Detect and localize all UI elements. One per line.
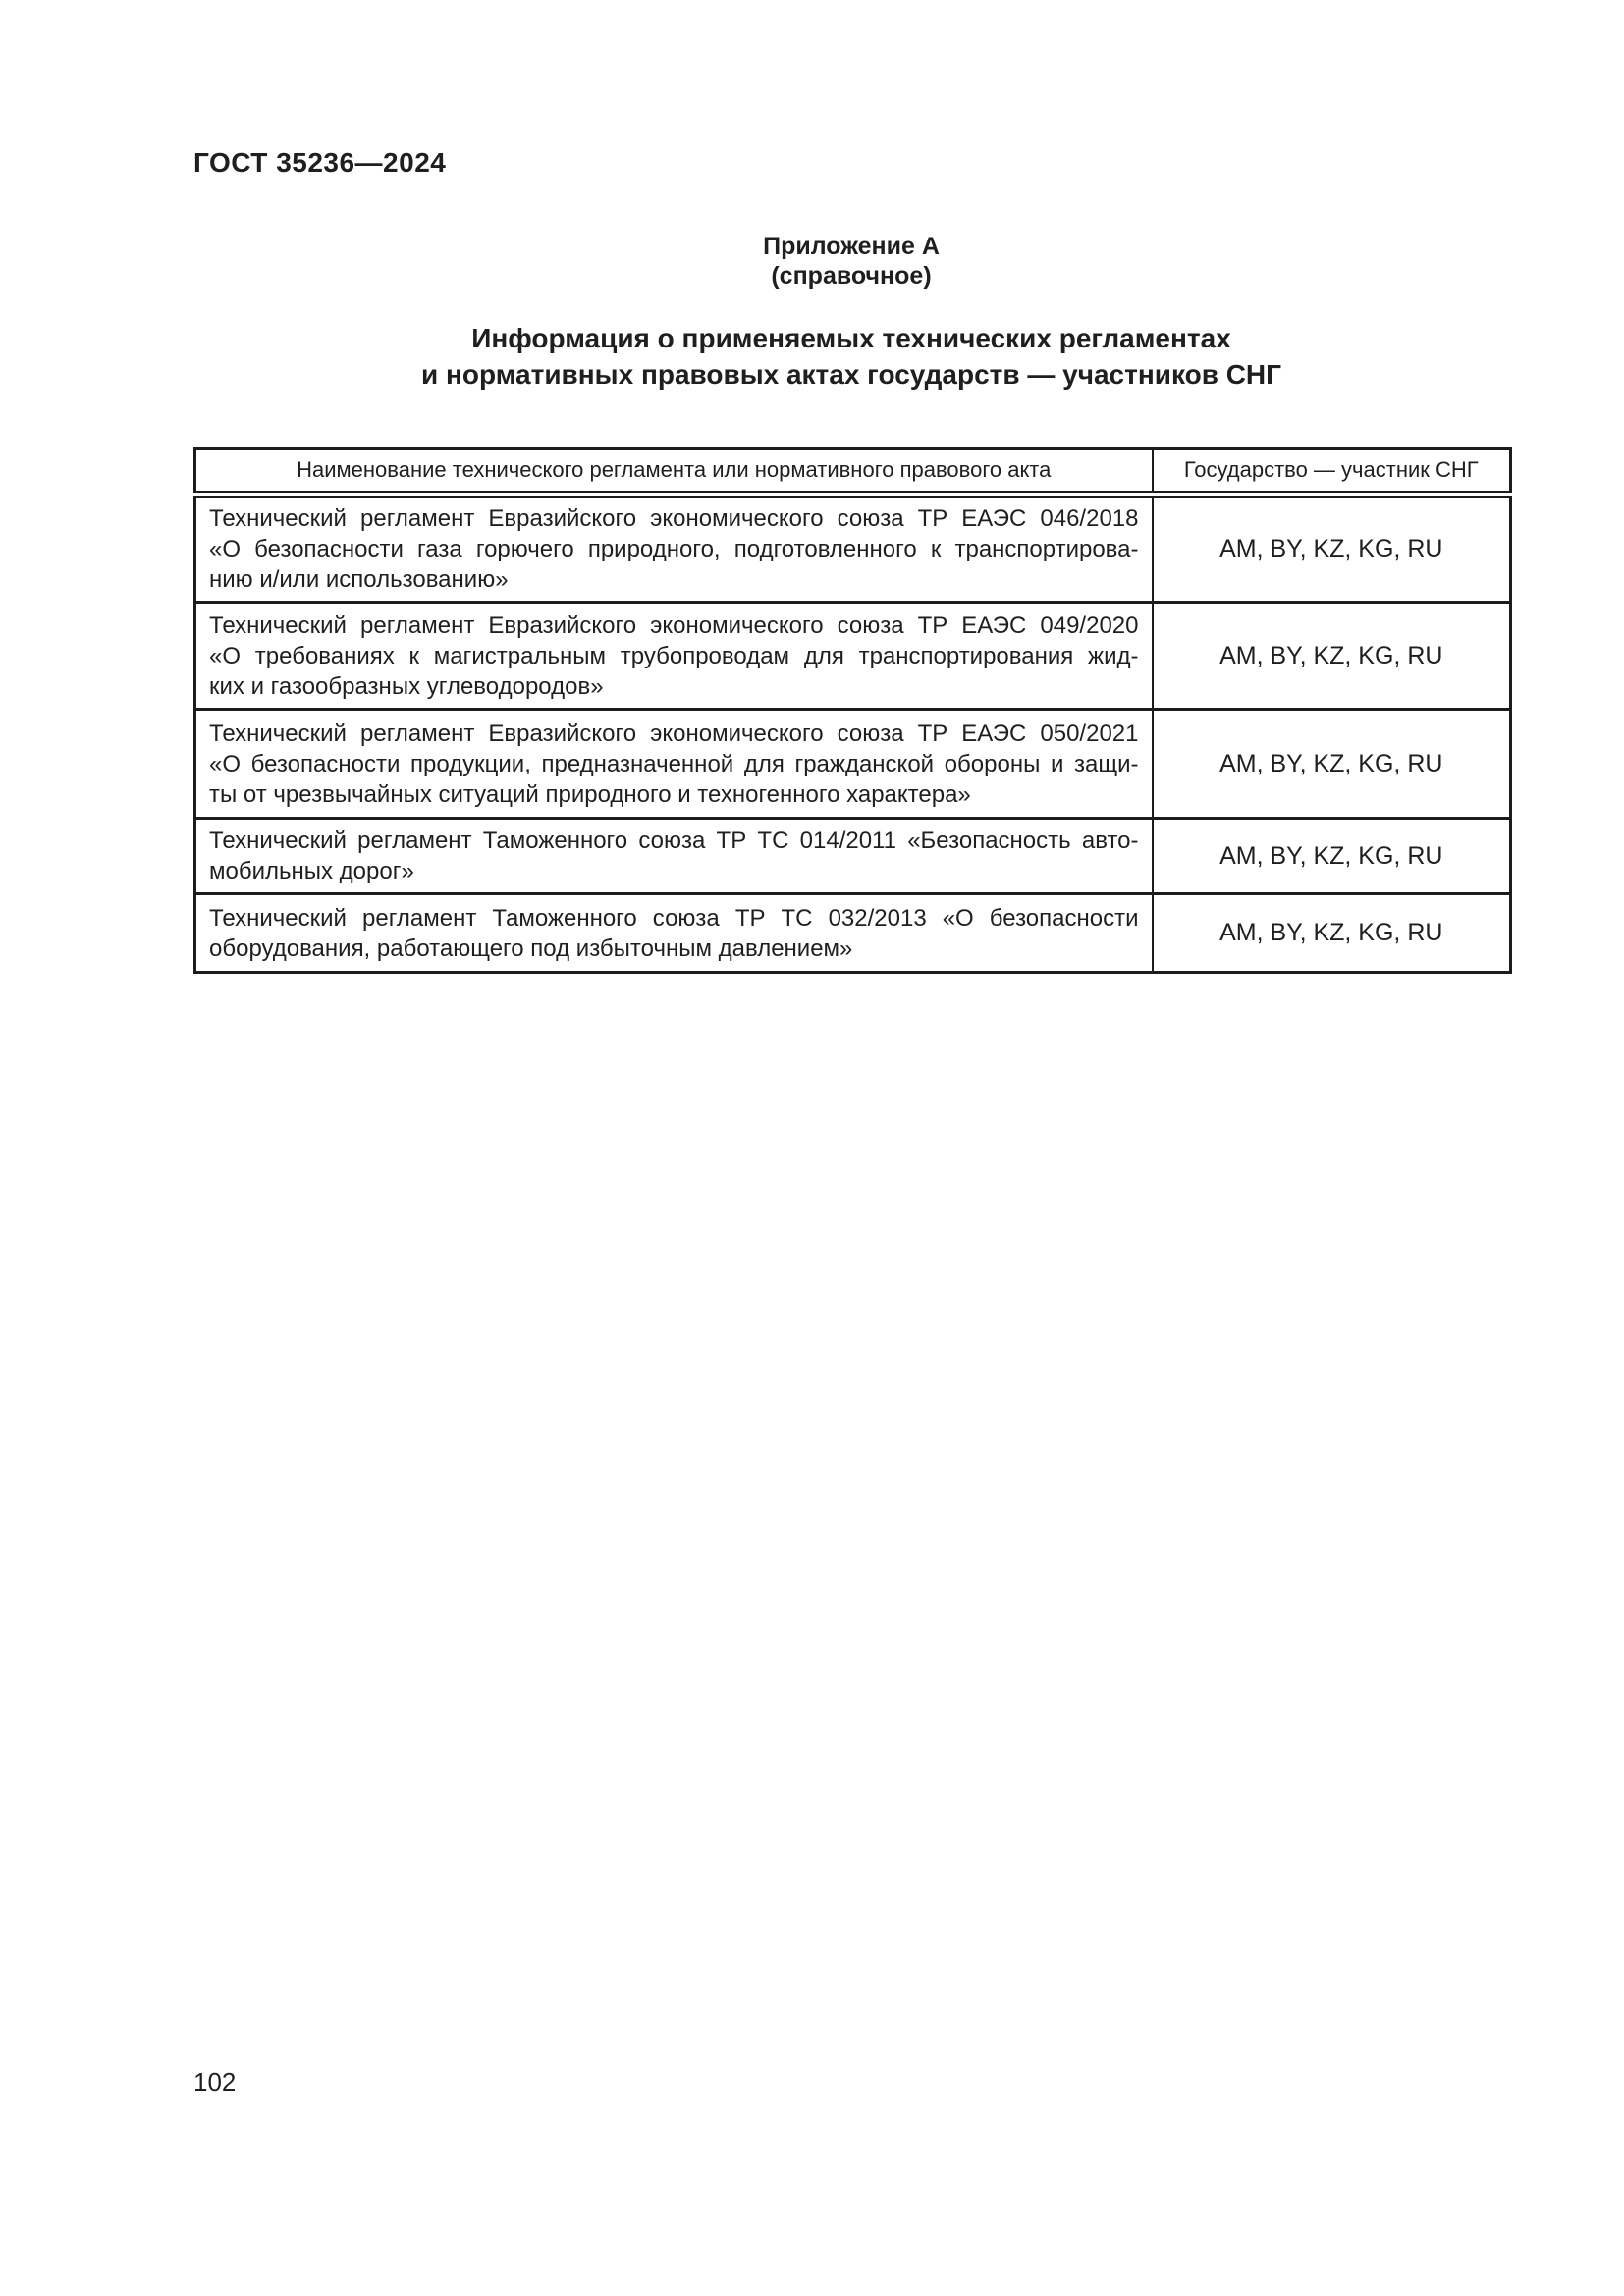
member-states-cell: AM, BY, KZ, KG, RU bbox=[1153, 710, 1511, 819]
regulation-name-cell bbox=[195, 603, 1153, 710]
regulation-name-line: «О безопасности газа горючего природного, подготовленного к транспортирова- bbox=[209, 536, 1139, 562]
page-number: 102 bbox=[193, 2067, 237, 2097]
table-header-row bbox=[195, 449, 1511, 495]
table-row bbox=[195, 710, 1511, 819]
regulation-name-cell bbox=[195, 495, 1153, 603]
regulation-name-line: ты от чрезвычайных ситуаций природного и техногенного характера» bbox=[209, 780, 971, 808]
regulations-table bbox=[193, 447, 1512, 974]
table-header-name: Наименование технического регламента или нормативного правового акта bbox=[195, 449, 1153, 495]
appendix-note: (справочное) bbox=[771, 262, 932, 290]
regulation-name-cell bbox=[195, 894, 1153, 973]
regulation-name-cell bbox=[195, 819, 1153, 894]
appendix-heading bbox=[193, 232, 1509, 291]
table-header-states: Государство — участник СНГ bbox=[1153, 449, 1511, 495]
regulation-name-line: «О требованиях к магистральным трубопроводам для транспортирования жид- bbox=[209, 642, 1139, 669]
regulation-name-line: «О безопасности продукции, предназначенной для гражданской обороны и защи- bbox=[209, 750, 1139, 777]
regulation-name-line: Технический регламент Евразийского экономического союза ТР ЕАЭС 050/2021 bbox=[209, 720, 1139, 747]
regulation-name-cell bbox=[195, 710, 1153, 819]
table-row bbox=[195, 819, 1511, 894]
member-states-cell: AM, BY, KZ, KG, RU bbox=[1153, 894, 1511, 973]
page-title bbox=[193, 320, 1509, 393]
doc-code: ГОСТ 35236—2024 bbox=[193, 147, 447, 178]
regulation-name-line: мобильных дорог» bbox=[209, 858, 414, 884]
table-row bbox=[195, 603, 1511, 710]
regulation-name-line: ких и газообразных углеводородов» bbox=[209, 672, 604, 700]
regulations-table-container bbox=[193, 447, 1512, 974]
regulation-name-line: оборудования, работающего под избыточным давлением» bbox=[209, 934, 853, 962]
regulation-name-line: нию и/или использованию» bbox=[209, 566, 509, 593]
regulation-name-line: Технический регламент Таможенного союза ТР ТС 032/2013 «О безопасности bbox=[209, 904, 1139, 932]
regulation-name-line: Технический регламент Евразийского экономического союза ТР ЕАЭС 046/2018 bbox=[209, 506, 1139, 532]
page-title-line-2: и нормативных правовых актах государств — участников СНГ bbox=[420, 359, 1282, 390]
regulation-name-line: Технический регламент Таможенного союза ТР ТС 014/2011 «Безопасность авто- bbox=[209, 828, 1139, 854]
member-states-cell: AM, BY, KZ, KG, RU bbox=[1153, 603, 1511, 710]
member-states-cell: AM, BY, KZ, KG, RU bbox=[1153, 495, 1511, 603]
appendix-label: Приложение А bbox=[763, 233, 940, 260]
table-row bbox=[195, 495, 1511, 603]
page-title-line-1: Информация о применяемых технических регламентах bbox=[471, 323, 1231, 353]
table-row bbox=[195, 894, 1511, 973]
regulation-name-line: Технический регламент Евразийского экономического союза ТР ЕАЭС 049/2020 bbox=[209, 612, 1139, 639]
member-states-cell: AM, BY, KZ, KG, RU bbox=[1153, 819, 1511, 894]
